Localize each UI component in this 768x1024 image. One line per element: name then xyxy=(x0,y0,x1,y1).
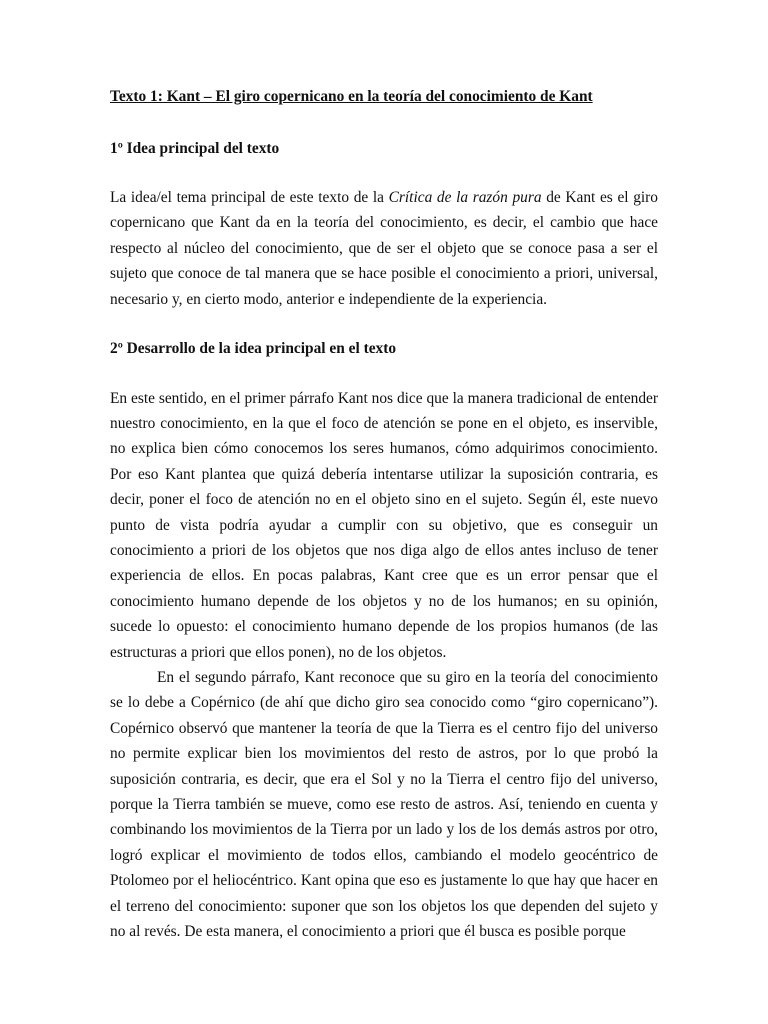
paragraph-text: La idea/el tema principal de este texto de la xyxy=(110,189,389,206)
section-2-paragraph-2: En el segundo párrafo, Kant reconoce que su giro en la teoría del conocimiento se lo debe a Copérnico (de ahí que dicho giro sea conocido como “giro copernicano”). Copérnico observó que mantener la teoría de que la Tierra es el centro fijo del universo no permite explicar bien los movimientos del resto de astros, por lo que probó la suposición contraria, es decir, que era el Sol y no la Tierra el centro fijo del universo, porque la Tierra también se mueve, como ese resto de astros. Así, teniendo en cuenta y combinando los movimientos de la Tierra por un lado y los de los demás astros por otro, logró explicar el movimiento de todos ellos, cambiando el modelo geocéntrico de Ptolomeo por el heliocéntrico. Kant opina que eso es justamente lo que hay que hacer en el terreno del conocimiento: suponer que son los objetos los que dependen del sujeto y no al revés. De esta manera, el conocimiento a priori que él busca es posible porque xyxy=(110,669,658,941)
document-title: Texto 1: Kant – El giro copernicano en la teoría del conocimiento de Kant xyxy=(110,88,593,105)
section-2-paragraph-1: En este sentido, en el primer párrafo Kant nos dice que la manera tradicional de entender nuestro conocimiento, en la que el foco de atención se pone en el objeto, es inservible, no explica bien cómo conocemos los seres humanos, cómo adquirimos conocimiento. Por eso Kant plantea que quizá debería intentarse utilizar la suposición contraria, es decir, poner el foco de atención no en el objeto sino en el sujeto. Según él, este nuevo punto de vista podría ayudar a cumplir con su objetivo, que es conseguir un conocimiento a priori de los objetos que nos diga algo de ellos antes incluso de tener experiencia de ellos. En pocas palabras, Kant cree que es un error pensar que el conocimiento humano depende de los objetos y no de los humanos; en su opinión, sucede lo opuesto: el conocimiento humano depende de los propios humanos (de las estructuras a priori que ellos ponen), no de los objetos. xyxy=(110,389,658,661)
paragraph-text: de Kant es el giro copernicano que Kant da en la teoría del conocimiento, es decir, el cambio que hace respecto al núcleo del conocimiento, que de ser el objeto que se conoce pasa a ser el sujeto que conoce de tal manera que se hace posible el conocimiento a priori, universal, necesario y, en cierto modo, anterior e independiente de la experiencia. xyxy=(110,189,659,308)
spacer xyxy=(110,312,658,336)
section-2-heading: 2º Desarrollo de la idea principal en el texto xyxy=(110,340,397,358)
work-title: Crítica de la razón pura xyxy=(388,189,542,206)
spacer xyxy=(110,161,658,185)
section-1-heading: 1º Idea principal del texto xyxy=(110,139,280,157)
section-1-paragraph xyxy=(110,185,658,312)
spacer xyxy=(110,110,658,136)
spacer xyxy=(110,362,658,386)
document-page xyxy=(110,84,658,944)
